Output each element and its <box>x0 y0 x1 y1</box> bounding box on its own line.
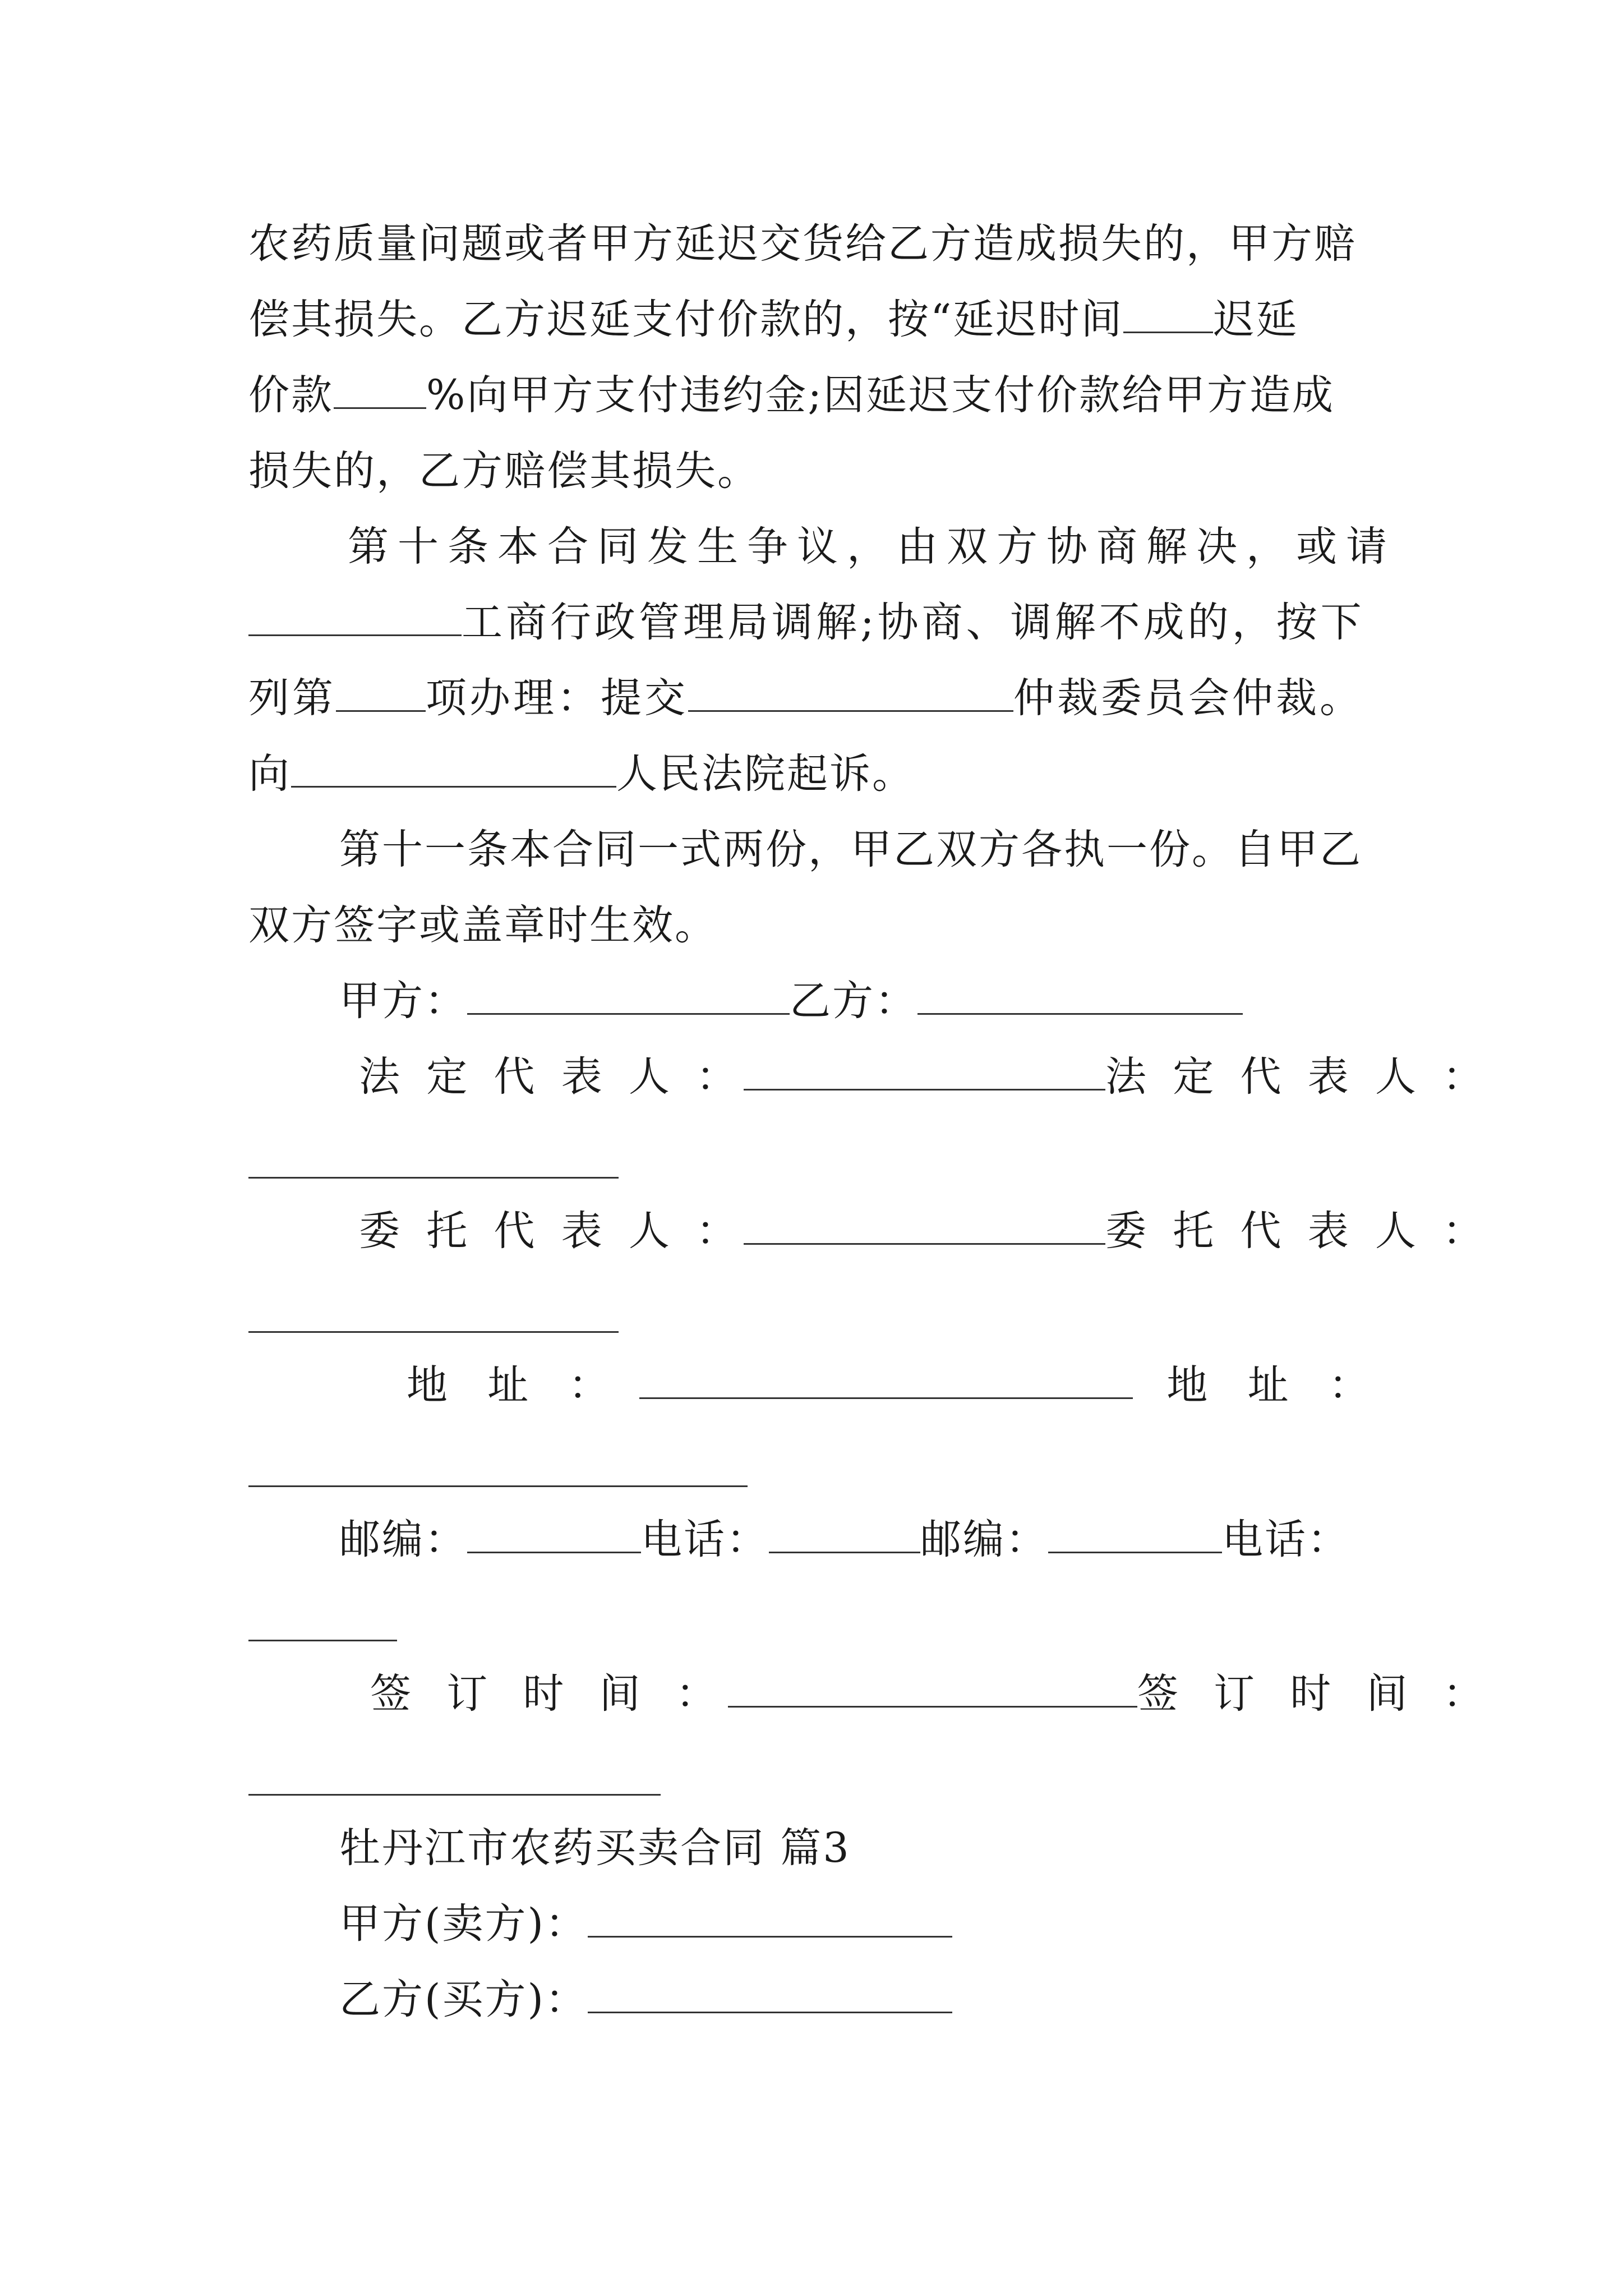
agent-b-label: 委 托 代 表 人 ： <box>1105 1207 1491 1255</box>
text: 价款 <box>248 371 334 419</box>
text: 工商行政管理局调解;协商、调解不成的，按下 <box>462 599 1365 646</box>
agent-line <box>359 1203 1490 1259</box>
phone-a-field[interactable] <box>769 1518 920 1553</box>
legal-rep-b-label: 法 定 代 表 人 ： <box>1105 1053 1491 1101</box>
party-a-field[interactable] <box>467 979 790 1015</box>
text: 列第 <box>248 674 336 722</box>
article-10-line <box>248 595 1365 651</box>
postcode-a-field[interactable] <box>467 1518 641 1553</box>
legal-rep-line <box>359 1049 1490 1105</box>
contract-title-text: 牡丹江市农药买卖合同 篇3 <box>339 1824 851 1872</box>
blank-field[interactable] <box>334 374 426 409</box>
date-b-label: 签 订 时 间 ： <box>1137 1670 1495 1718</box>
contract-title <box>339 1820 851 1876</box>
contact-line <box>339 1512 1350 1568</box>
buyer-line <box>339 1972 952 2028</box>
text: 向 <box>248 750 291 798</box>
party-line <box>339 973 1243 1029</box>
paragraph-line <box>248 367 1335 424</box>
text: 农药质量问题或者甲方延迟交货给乙方造成损失的，甲方赔 <box>248 220 1357 268</box>
text: 第十一条本合同一式两份，甲乙双方各执一份。自甲乙 <box>339 826 1362 873</box>
text: 人民法院起诉。 <box>616 750 915 798</box>
address-b-label: 地 址 ： <box>1166 1361 1383 1409</box>
text: %向甲方支付违约金;因延迟支付价款给甲方造成 <box>426 371 1335 419</box>
legal-rep-a-field[interactable] <box>744 1055 1105 1091</box>
postcode-b-label: 邮编： <box>920 1516 1048 1563</box>
agent-a-field[interactable] <box>744 1209 1105 1245</box>
paragraph-line <box>248 443 760 499</box>
party-a-label: 甲方： <box>339 977 467 1025</box>
blank-field[interactable] <box>248 601 462 636</box>
address-b-field[interactable] <box>248 1485 748 1487</box>
buyer-label: 乙方(买方)： <box>339 1976 588 2023</box>
text: 项办理：提交 <box>426 674 688 722</box>
article-11-line <box>339 822 1362 878</box>
article-10-line <box>248 746 915 802</box>
seller-label: 甲方(卖方)： <box>339 1900 588 1948</box>
date-a-field[interactable] <box>728 1672 1137 1708</box>
blank-field[interactable] <box>291 752 616 788</box>
phone-a-label: 电话： <box>641 1516 769 1563</box>
address-line <box>407 1358 1383 1414</box>
agent-b-field[interactable] <box>248 1331 619 1333</box>
text: 第十条本合同发生争议，由双方协商解决，或请 <box>348 523 1396 570</box>
legal-rep-b-field[interactable] <box>248 1177 619 1179</box>
text: 偿其损失。乙方迟延支付价款的，按“延迟时间 <box>248 296 1124 343</box>
date-a-label: 签 订 时 间 ： <box>370 1670 728 1718</box>
phone-b-field[interactable] <box>248 1640 397 1641</box>
article-10-line <box>348 519 1396 575</box>
party-b-label: 乙方： <box>790 977 917 1025</box>
blank-field[interactable] <box>688 677 1013 712</box>
phone-b-label: 电话： <box>1222 1516 1350 1563</box>
postcode-b-field[interactable] <box>1048 1518 1222 1553</box>
address-a-label: 地 址 ： <box>407 1361 623 1409</box>
blank-field[interactable] <box>1123 298 1213 333</box>
article-11-line <box>248 898 717 954</box>
paragraph-line <box>248 292 1298 348</box>
postcode-a-label: 邮编： <box>339 1516 467 1563</box>
agent-a-label: 委 托 代 表 人 ： <box>359 1207 744 1255</box>
party-b-field[interactable] <box>917 979 1243 1015</box>
sign-date-line <box>370 1666 1495 1722</box>
text: 迟延 <box>1213 296 1299 343</box>
text: 仲裁委员会仲裁。 <box>1013 674 1363 722</box>
seller-field[interactable] <box>588 1902 952 1938</box>
seller-line <box>339 1896 952 1952</box>
article-10-line <box>248 670 1363 726</box>
buyer-field[interactable] <box>588 1978 952 2013</box>
text: 损失的，乙方赔偿其损失。 <box>248 447 760 495</box>
address-a-field[interactable] <box>639 1364 1133 1399</box>
legal-rep-a-label: 法 定 代 表 人 ： <box>359 1053 744 1101</box>
date-b-field[interactable] <box>248 1794 661 1796</box>
paragraph-line <box>248 216 1357 272</box>
text: 双方签字或盖章时生效。 <box>248 901 717 949</box>
blank-field[interactable] <box>336 677 426 712</box>
